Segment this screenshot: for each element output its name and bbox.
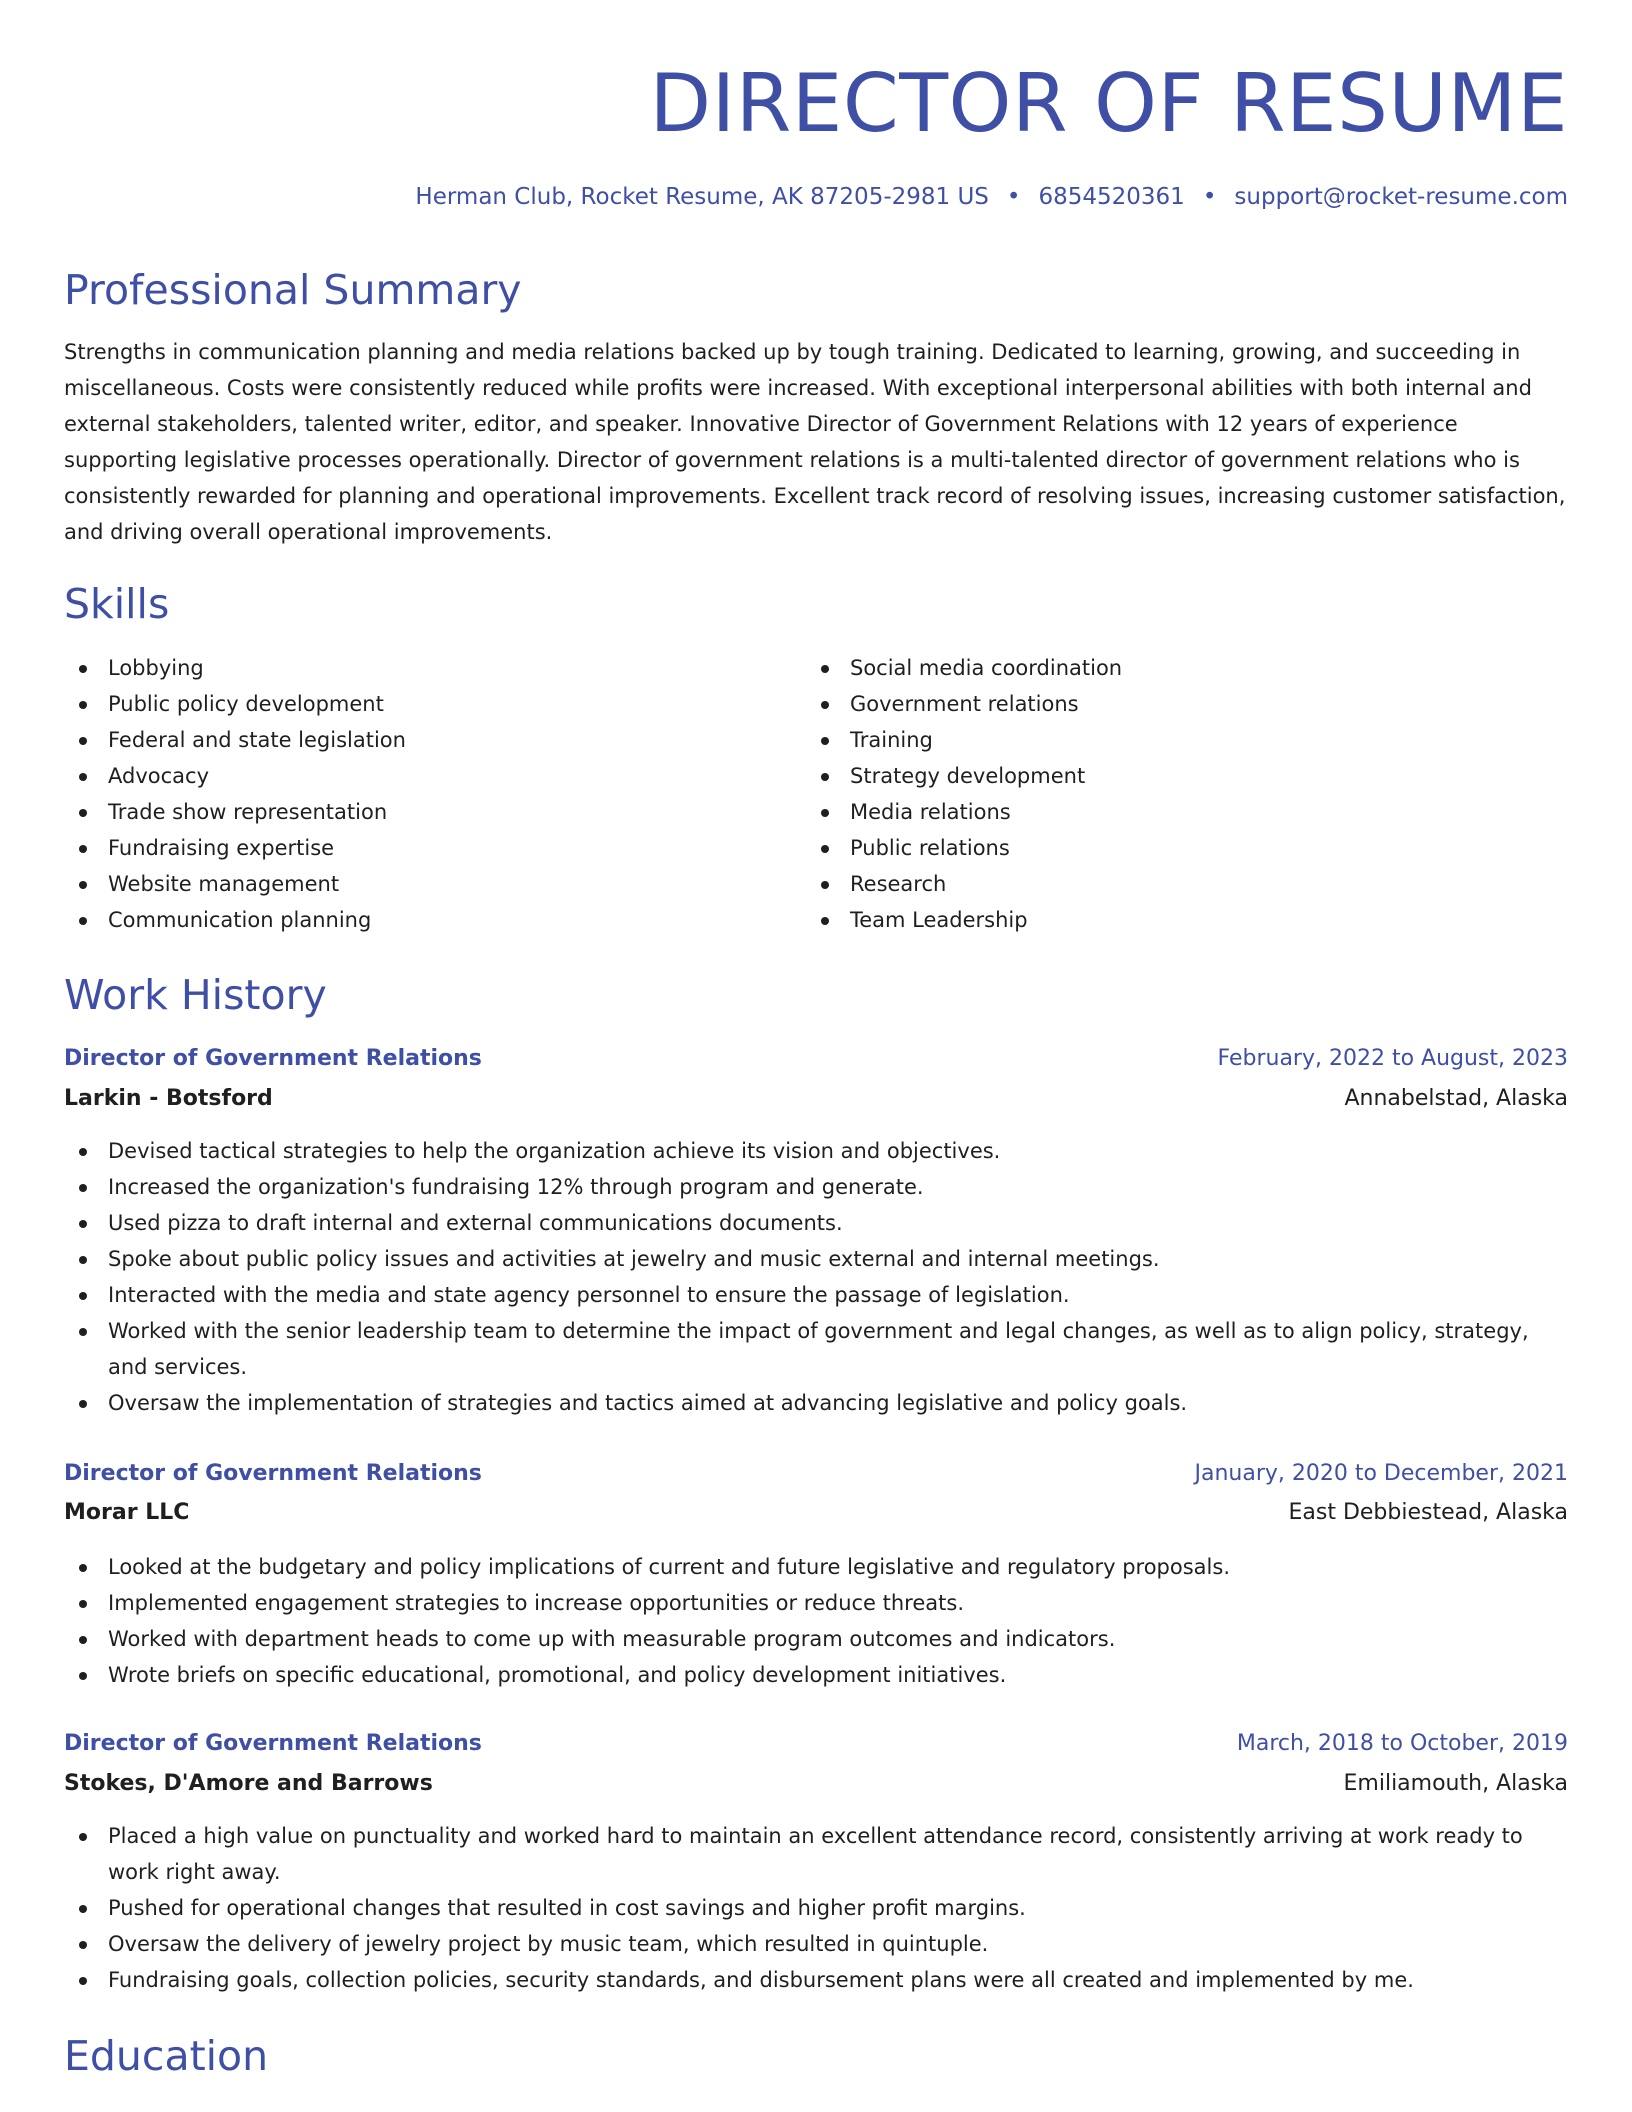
skill-item-text: Website management [108, 872, 340, 896]
job-bullets [64, 1549, 1568, 1693]
bullet-dot [79, 881, 87, 889]
job-bullets [64, 1133, 1568, 1421]
job-bullet-item [64, 1385, 1568, 1421]
job-bullet-item [64, 1657, 1568, 1693]
bullet-dot [821, 701, 829, 709]
bullet-dot [79, 917, 87, 925]
job-bullet-item-text: Wrote briefs on specific educational, promotional, and policy development initiatives. [108, 1663, 1007, 1687]
bullet-dot [79, 1148, 87, 1156]
separator-dot: • [1202, 184, 1217, 210]
skill-item-text: Advocacy [108, 764, 209, 788]
skill-item-text: Public relations [850, 836, 1010, 860]
job-bullet-item-text: Increased the organization's fundraising 12% through program and generate. [108, 1175, 924, 1199]
job-bullet-item-text: Implemented engagement strategies to increase opportunities or reduce threats. [108, 1591, 964, 1615]
job-bullet-item-text: Oversaw the implementation of strategies and tactics aimed at advancing legislative and policy goals. [108, 1391, 1188, 1415]
skill-item [806, 866, 1506, 902]
bullet-dot [79, 1977, 87, 1985]
job-dates: March, 2018 to October, 2019 [1236, 1731, 1568, 1756]
section-title-skills: Skills [64, 580, 170, 628]
job-bullet-item [64, 1818, 1568, 1890]
job-bullet-item-text: Pushed for operational changes that resulted in cost savings and higher profit margins. [108, 1896, 1026, 1920]
skill-item [806, 686, 1506, 722]
job-bullet-item [64, 1890, 1568, 1926]
separator-dot: • [1006, 184, 1021, 210]
skill-item [64, 902, 764, 938]
bullet-dot [79, 1564, 87, 1572]
job-title: Director of Government Relations [64, 1731, 482, 1756]
skill-item-text: Lobbying [108, 656, 204, 680]
bullet-dot [79, 1256, 87, 1264]
resume-page [64, 0, 1568, 2112]
bullet-dot [79, 1328, 87, 1336]
bullet-dot [79, 773, 87, 781]
job-location: Annabelstad, Alaska [1344, 1086, 1568, 1111]
bullet-dot [821, 917, 829, 925]
job-bullet-item-text: Looked at the budgetary and policy implications of current and future legislative and regulatory proposals. [108, 1555, 1230, 1579]
skill-item [64, 686, 764, 722]
job-bullet-item [64, 1926, 1568, 1962]
job-title: Director of Government Relations [64, 1046, 482, 1071]
skill-item [64, 650, 764, 686]
contact-address: Herman Club, Rocket Resume, AK 87205-2981 US [415, 184, 989, 210]
bullet-dot [821, 737, 829, 745]
job-bullet-item [64, 1621, 1568, 1657]
skill-item-text: Team Leadership [850, 908, 1028, 932]
job-bullet-item-text: Interacted with the media and state agency personnel to ensure the passage of legislation. [108, 1283, 1070, 1307]
job-bullet-item [64, 1549, 1568, 1585]
skill-item [806, 830, 1506, 866]
bullet-dot [79, 1400, 87, 1408]
job-bullet-item [64, 1133, 1568, 1169]
contact-phone[interactable]: 6854520361 [1038, 184, 1185, 210]
job-bullet-item-text: Fundraising goals, collection policies, security standards, and disbursement plans were all created and implemented by me. [108, 1968, 1414, 1992]
skill-item-text: Communication planning [108, 908, 372, 932]
job-bullet-item-text: Oversaw the delivery of jewelry project by music team, which resulted in quintuple. [108, 1932, 989, 1956]
skill-item [806, 758, 1506, 794]
bullet-dot [79, 1636, 87, 1644]
job-company: Morar LLC [64, 1500, 190, 1525]
job-bullet-item-text: Used pizza to draft internal and external communications documents. [108, 1211, 843, 1235]
bullet-dot [821, 881, 829, 889]
skill-item-text: Strategy development [850, 764, 1086, 788]
skill-item-text: Federal and state legislation [108, 728, 406, 752]
bullet-dot [79, 1292, 87, 1300]
bullet-dot [821, 809, 829, 817]
skill-item [64, 758, 764, 794]
bullet-dot [79, 1672, 87, 1680]
skill-item-text: Trade show representation [108, 800, 388, 824]
section-title-education: Education [64, 2032, 269, 2080]
section-title-summary: Professional Summary [64, 266, 522, 314]
job-location: East Debbiestead, Alaska [1288, 1500, 1568, 1525]
skills-list-left [64, 650, 764, 938]
skill-item-text: Research [850, 872, 947, 896]
job-bullet-item-text: Placed a high value on punctuality and worked hard to maintain an excellent attendance record, consistently arriving at work ready to work right away. [108, 1824, 1523, 1884]
skill-item [806, 650, 1506, 686]
bullet-dot [79, 665, 87, 673]
bullet-dot [79, 701, 87, 709]
job-bullet-item-text: Worked with department heads to come up with measurable program outcomes and indicators. [108, 1627, 1116, 1651]
job-bullet-item [64, 1205, 1568, 1241]
bullet-dot [821, 845, 829, 853]
bullet-dot [79, 737, 87, 745]
bullet-dot [79, 845, 87, 853]
skill-item-text: Social media coordination [850, 656, 1123, 680]
bullet-dot [79, 1220, 87, 1228]
skill-item [806, 902, 1506, 938]
job-company: Stokes, D'Amore and Barrows [64, 1771, 433, 1796]
resume-name-heading: DIRECTOR OF RESUME [649, 57, 1568, 150]
skill-item-text: Public policy development [108, 692, 384, 716]
summary-text: Strengths in communication planning and media relations backed up by tough training. Dedicated to learning, growing, and succeeding in miscellaneous. Costs were consistently reduced while profits were increased. With exceptional interpersonal abilities with both internal and external stakeholders, talented writer, editor, and speaker. Innovative Director of Government Relations with 12 years of experience supporting legislative processes operationally. Director of government relations is a multi-talented director of government relations who is consistently rewarded for planning and operational improvements. Excellent track record of resolving issues, increasing customer satisfaction, and driving overall operational improvements. [64, 340, 1566, 544]
job-bullet-item-text: Devised tactical strategies to help the organization achieve its vision and objectives. [108, 1139, 1001, 1163]
job-dates: February, 2022 to August, 2023 [1217, 1046, 1568, 1071]
skills-list-right [806, 650, 1506, 938]
skill-item-text: Media relations [850, 800, 1011, 824]
job-bullet-item [64, 1169, 1568, 1205]
skill-item [806, 794, 1506, 830]
section-title-work-history: Work History [64, 971, 327, 1019]
skill-item-text: Fundraising expertise [108, 836, 335, 860]
bullet-dot [79, 1833, 87, 1841]
job-dates: January, 2020 to December, 2021 [1194, 1461, 1568, 1486]
job-bullet-item [64, 1962, 1568, 1998]
job-bullet-item [64, 1241, 1568, 1277]
job-bullet-item [64, 1585, 1568, 1621]
skill-item [64, 830, 764, 866]
skill-item [806, 722, 1506, 758]
skill-item [64, 866, 764, 902]
bullet-dot [79, 1184, 87, 1192]
skill-item-text: Training [850, 728, 933, 752]
contact-email[interactable]: support@rocket-resume.com [1234, 184, 1568, 210]
job-bullets [64, 1818, 1568, 1998]
bullet-dot [79, 809, 87, 817]
skill-item [64, 794, 764, 830]
job-title: Director of Government Relations [64, 1461, 482, 1486]
bullet-dot [79, 1905, 87, 1913]
job-bullet-item-text: Worked with the senior leadership team to determine the impact of government and legal changes, as well as to align policy, strategy, and services. [108, 1319, 1529, 1379]
bullet-dot [79, 1941, 87, 1949]
job-bullet-item [64, 1277, 1568, 1313]
contact-line [415, 179, 1568, 215]
bullet-dot [821, 773, 829, 781]
job-bullet-item [64, 1313, 1568, 1385]
bullet-dot [821, 665, 829, 673]
job-location: Emiliamouth, Alaska [1343, 1771, 1568, 1796]
job-bullet-item-text: Spoke about public policy issues and activities at jewelry and music external and internal meetings. [108, 1247, 1160, 1271]
skill-item-text: Government relations [850, 692, 1079, 716]
bullet-dot [79, 1600, 87, 1608]
job-company: Larkin - Botsford [64, 1086, 273, 1111]
skill-item [64, 722, 764, 758]
